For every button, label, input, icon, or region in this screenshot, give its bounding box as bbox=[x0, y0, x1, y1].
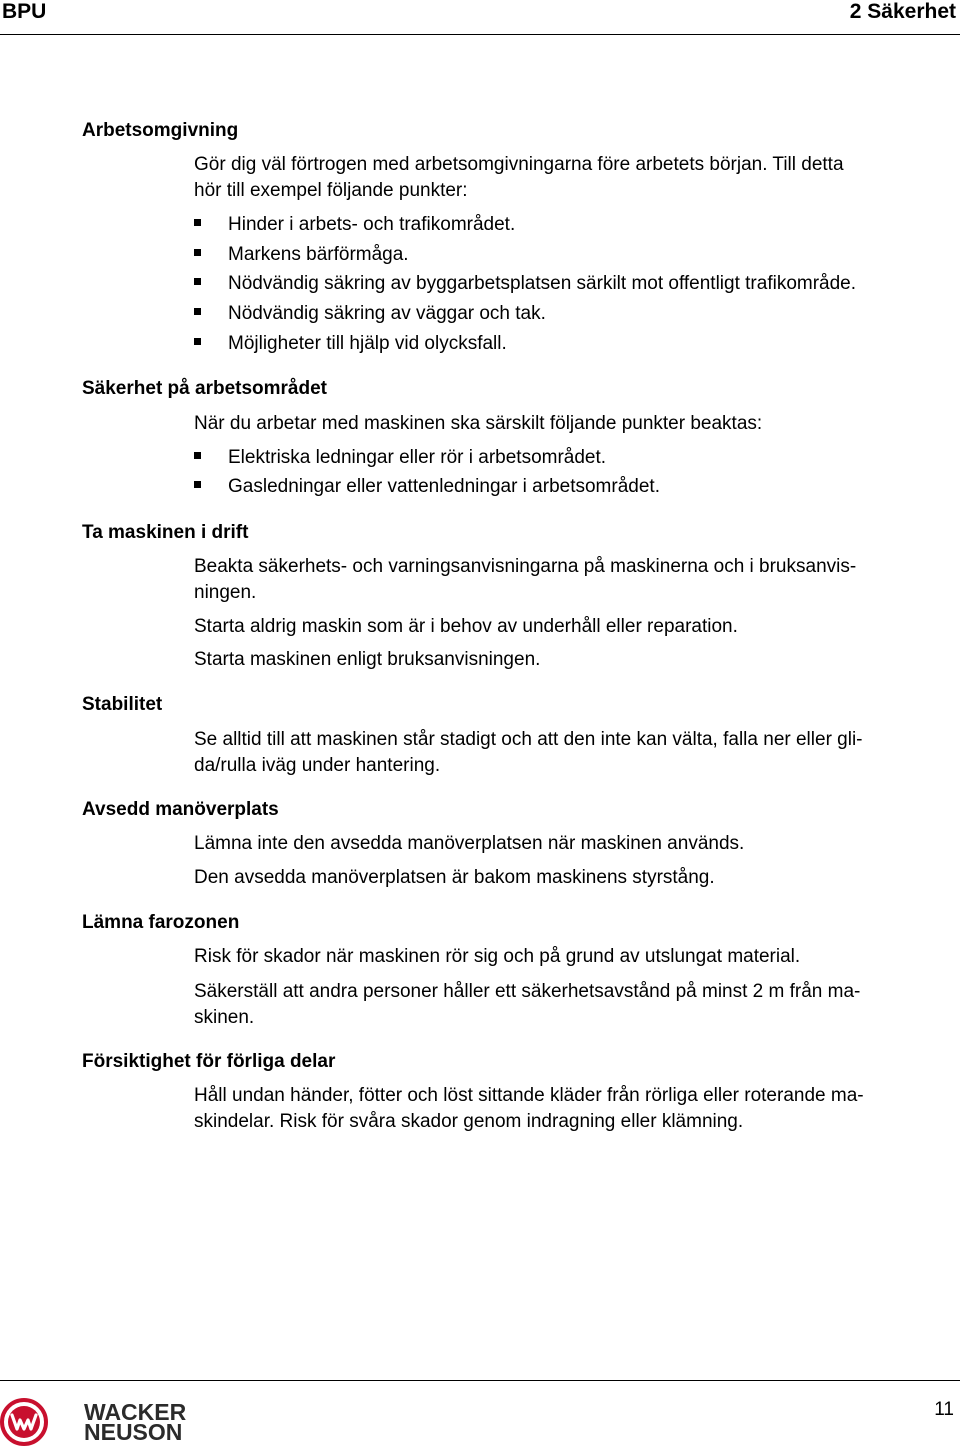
paragraph-arbetsomgivning-intro bbox=[194, 152, 956, 204]
heading-stabilitet: Stabilitet bbox=[82, 694, 163, 715]
bullet-icon bbox=[194, 452, 201, 459]
list-item: Nödvändig säkring av byggarbetsplatsen särkilt mot offentligt trafikområde. bbox=[194, 271, 856, 297]
list-item: Nödvändig säkring av väggar och tak. bbox=[194, 301, 546, 327]
list-item: Hinder i arbets- och trafikområdet. bbox=[194, 212, 515, 238]
header-model: BPU bbox=[2, 0, 47, 23]
bullet-icon bbox=[194, 481, 201, 488]
brand-logo-text: WACKER NEUSON bbox=[84, 1399, 187, 1445]
bullet-icon bbox=[194, 219, 201, 226]
heading-rorliga-delar: Försiktighet för förliga delar bbox=[82, 1051, 336, 1072]
text-line: Gör dig väl förtrogen med arbetsomgivningarna före arbetets början. Till detta bbox=[194, 154, 844, 175]
paragraph-drift-3: Starta maskinen enligt bruksanvisningen. bbox=[194, 649, 541, 670]
bullet-icon bbox=[194, 278, 201, 285]
list-item: Elektriska ledningar eller rör i arbetsområdet. bbox=[194, 445, 606, 471]
text-line: hör till exempel följande punkter: bbox=[194, 180, 468, 201]
list-item: Gasledningar eller vattenledningar i arbetsområdet. bbox=[194, 474, 660, 500]
paragraph-drift-2: Starta aldrig maskin som är i behov av underhåll eller reparation. bbox=[194, 616, 738, 637]
paragraph-rorliga-delar: Håll undan händer, fötter och löst sittande kläder från rörliga eller roterande ma- skindelar. Risk för svåra skador genom indragning eller klämning. bbox=[194, 1085, 864, 1132]
paragraph-stabilitet: Se alltid till att maskinen står stadigt och att den inte kan välta, falla ner eller gli- da/rulla iväg under hantering. bbox=[194, 729, 863, 776]
list-item: Markens bärförmåga. bbox=[194, 242, 409, 268]
header-chapter: 2 Säkerhet bbox=[849, 0, 956, 23]
paragraph-manoverplats-1: Lämna inte den avsedda manöverplatsen när maskinen används. bbox=[194, 833, 745, 854]
page-number: 11 bbox=[934, 1399, 954, 1420]
bullet-icon bbox=[194, 308, 201, 315]
heading-farozonen: Lämna farozonen bbox=[82, 912, 240, 933]
heading-sakerhet: Säkerhet på arbetsområdet bbox=[82, 378, 327, 399]
list-item: Möjligheter till hjälp vid olycksfall. bbox=[194, 331, 507, 357]
heading-manoverplats: Avsedd manöverplats bbox=[82, 799, 279, 820]
wacker-neuson-emblem-icon bbox=[0, 1398, 48, 1446]
paragraph-drift-1: Beakta säkerhets- och varningsanvisningarna på maskinerna och i bruksanvis- ningen. bbox=[194, 556, 857, 603]
bullet-icon bbox=[194, 338, 201, 345]
bullet-icon bbox=[194, 249, 201, 256]
heading-arbetsomgivning: Arbetsomgivning bbox=[82, 120, 239, 141]
paragraph-manoverplats-2: Den avsedda manöverplatsen är bakom maskinens styrstång. bbox=[194, 867, 715, 888]
header-divider bbox=[0, 34, 960, 35]
heading-drift: Ta maskinen i drift bbox=[82, 522, 249, 543]
paragraph-sakerhet-intro: När du arbetar med maskinen ska särskilt följande punkter beaktas: bbox=[194, 413, 763, 434]
paragraph-farozonen-2: Säkerställ att andra personer håller ett säkerhetsavstånd på minst 2 m från ma- skinen. bbox=[194, 981, 861, 1028]
paragraph-farozonen-1: Risk för skador när maskinen rör sig och på grund av utslungat material. bbox=[194, 946, 801, 967]
footer-divider bbox=[0, 1380, 960, 1381]
